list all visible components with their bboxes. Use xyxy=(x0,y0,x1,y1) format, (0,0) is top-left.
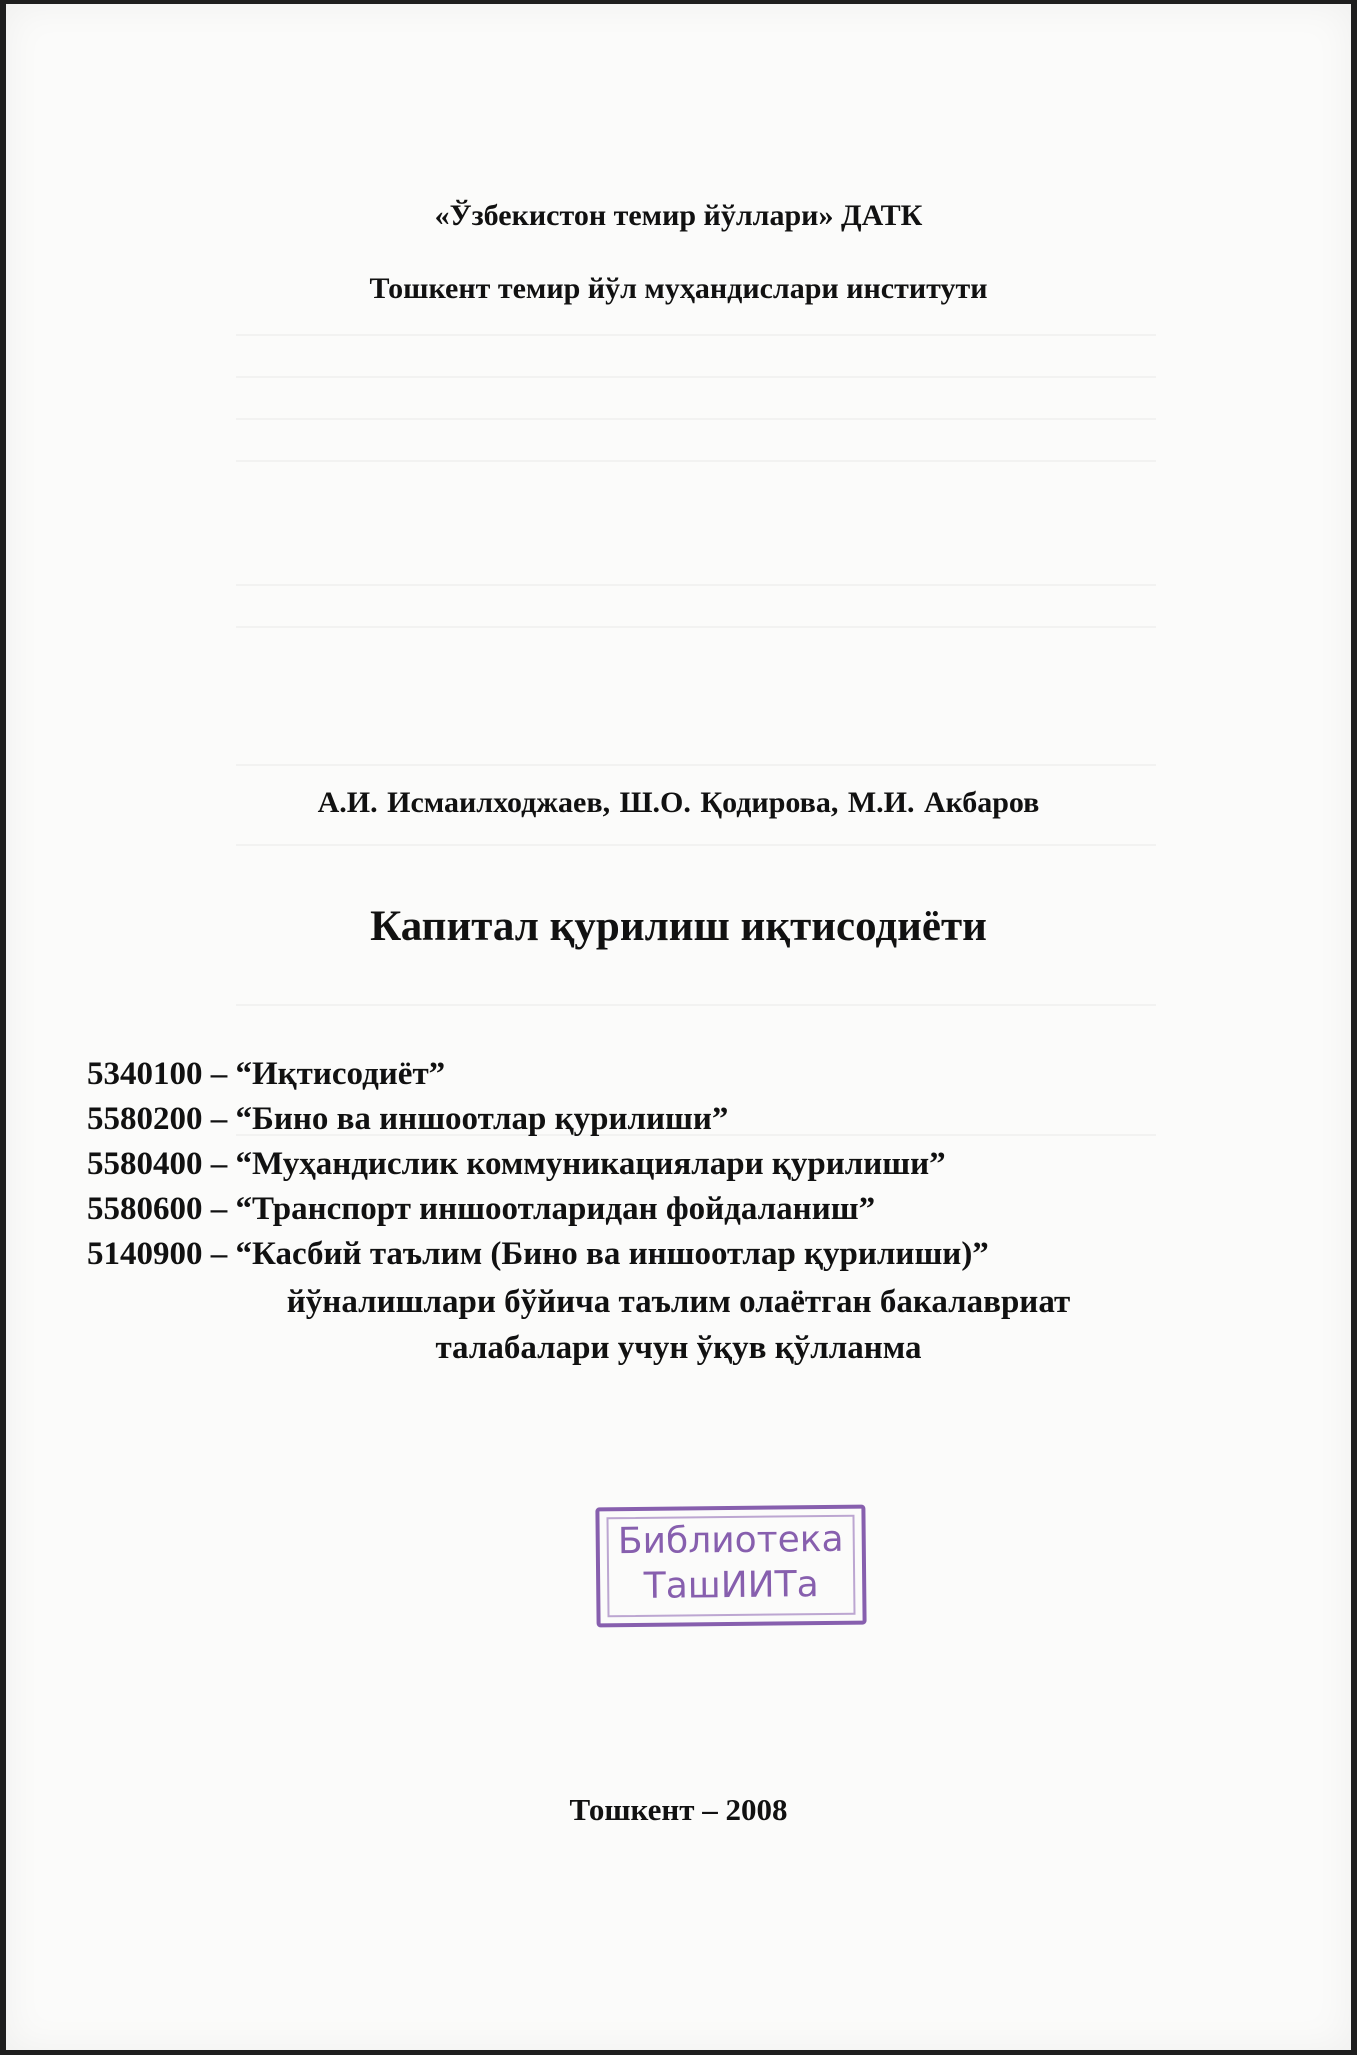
stamp-line-institute: ТашИИТа xyxy=(643,1564,819,1607)
purpose-line: йўналишлари бўйича таълим олаётган бакалавриат xyxy=(286,1284,1071,1320)
library-stamp xyxy=(595,1505,866,1628)
bleed-through-mark xyxy=(236,334,1156,336)
authors: А.И. Исмаилходжаев, Ш.О. Қодирова, М.И. Акбаров xyxy=(317,786,1040,819)
book-title: Капитал қурилиш иқтисодиёти xyxy=(370,903,987,950)
bleed-through-mark xyxy=(236,844,1156,846)
bleed-through-mark xyxy=(236,1004,1156,1006)
specialty-item: 5580200 – “Бино ва иншоотлар қурилиши” xyxy=(87,1101,729,1137)
specialty-list xyxy=(87,1052,989,1277)
specialty-item: 5340100 – “Иқтисодиёт” xyxy=(87,1056,446,1092)
bleed-through-mark xyxy=(236,764,1156,766)
purpose-statement xyxy=(6,1279,1351,1371)
institute-name: Тошкент темир йўл муҳандислари институти xyxy=(369,272,988,305)
specialty-item: 5580600 – “Транспорт иншоотларидан фойдаланиш” xyxy=(87,1191,876,1227)
specialty-item: 5580400 – “Муҳандислик коммуникациялари қурилиши” xyxy=(87,1146,946,1182)
stamp-line-library: Библиотека xyxy=(617,1518,844,1563)
specialty-item: 5140900 – “Касбий таълим (Бино ва иншоотлар қурилиши)” xyxy=(87,1236,989,1272)
bleed-through-mark xyxy=(236,376,1156,378)
bleed-through-mark xyxy=(236,584,1156,586)
bleed-through-mark xyxy=(236,626,1156,628)
title-page xyxy=(6,4,1351,2050)
bleed-through-mark xyxy=(236,460,1156,462)
purpose-line: талабалари учун ўқув қўлланма xyxy=(435,1330,922,1366)
organization-name: «Ўзбекистон темир йўллари» ДАТК xyxy=(434,199,923,232)
city-year: Тошкент – 2008 xyxy=(569,1792,788,1827)
bleed-through-mark xyxy=(236,418,1156,420)
